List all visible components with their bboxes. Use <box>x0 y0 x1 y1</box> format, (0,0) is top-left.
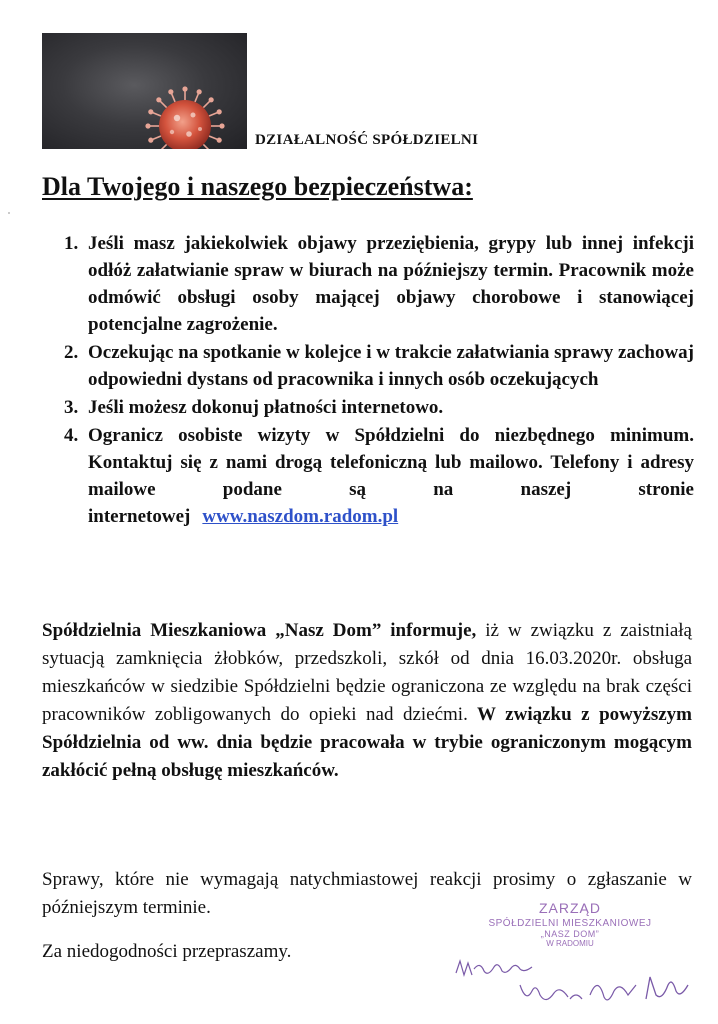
stamp-line-3: „NASZ DOM” <box>540 929 600 939</box>
announcement-intro: Spółdzielnia Mieszkaniowa „Nasz Dom” informuje, <box>42 620 477 641</box>
rule-text: Oczekując na spotkanie w kolejce i w trakcie załatwiania sprawy zachowaj odpowiedni dystans od pracownika i innych osób oczekujących <box>88 342 694 390</box>
announcement-conclusion: W związku z powyższym Spółdzielnia od ww. dnia będzie pracowała w trybie ograniczonym mogącym zakłócić pełną obsługę mieszkańców. <box>42 704 692 781</box>
rule-item <box>64 230 694 338</box>
rule-number: 3. <box>64 397 79 418</box>
announcement-paragraph <box>42 617 692 785</box>
rule-item <box>64 339 694 393</box>
rule-text: Jeśli możesz dokonuj płatności internetowo. <box>88 397 444 418</box>
rule-item <box>64 394 694 421</box>
website-link[interactable]: www.naszdom.radom.pl <box>202 506 399 527</box>
scan-speck <box>8 212 10 214</box>
stamp-line-2: SPÓŁDZIELNI MIESZKANIOWEJ <box>488 918 652 929</box>
coronavirus-image <box>42 33 247 149</box>
rule-text <box>88 422 694 530</box>
rule-item <box>64 422 694 530</box>
board-stamp <box>460 900 680 948</box>
handwritten-signatures <box>450 955 700 1015</box>
rule-number: 2. <box>64 342 79 363</box>
rule-text: Jeśli masz jakiekolwiek objawy przeziębienia, grypy lub innej infekcji odłóż załatwianie spraw w biurach na późniejszy termin. Pracownik może odmówić obsługi osoby mającej objawy chorobowe i stanowiącej potencjalne zagrożenie. <box>88 233 694 335</box>
rule-number: 4. <box>64 425 79 446</box>
announcement-body: iż w związku z zaistniałą sytuacją zamknięcia żłobków, przedszkoli, szkół od dnia 16.03.2020r. obsługa mieszkańców w siedzibie Spółdzielni będzie ograniczona ze względu na brak części pracowników zobligowanych do opieki nad dziećmi. <box>42 620 692 725</box>
request-paragraph: Sprawy, które nie wymagają natychmiastowej reakcji prosimy o zgłaszanie w późniejszym terminie. <box>42 869 692 918</box>
apology-line: Za niedogodności przepraszamy. <box>42 941 292 962</box>
rule-4-text: Ogranicz osobiste wizyty w Spółdzielni do niezbędnego minimum. Kontaktuj się z nami drogą telefoniczną lub mailowo. Telefony i adresy mailowe podane są na naszej stronie internetowej <box>88 425 694 527</box>
page-headline: Dla Twojego i naszego bezpieczeństwa: <box>42 172 473 201</box>
stamp-line-1: ZARZĄD <box>539 900 601 916</box>
rule-number: 1. <box>64 233 79 254</box>
safety-rules-list <box>64 230 694 531</box>
stamp-line-4: W RADOMIU <box>546 939 594 948</box>
department-title: DZIAŁALNOŚĆ SPÓŁDZIELNI <box>255 132 479 148</box>
